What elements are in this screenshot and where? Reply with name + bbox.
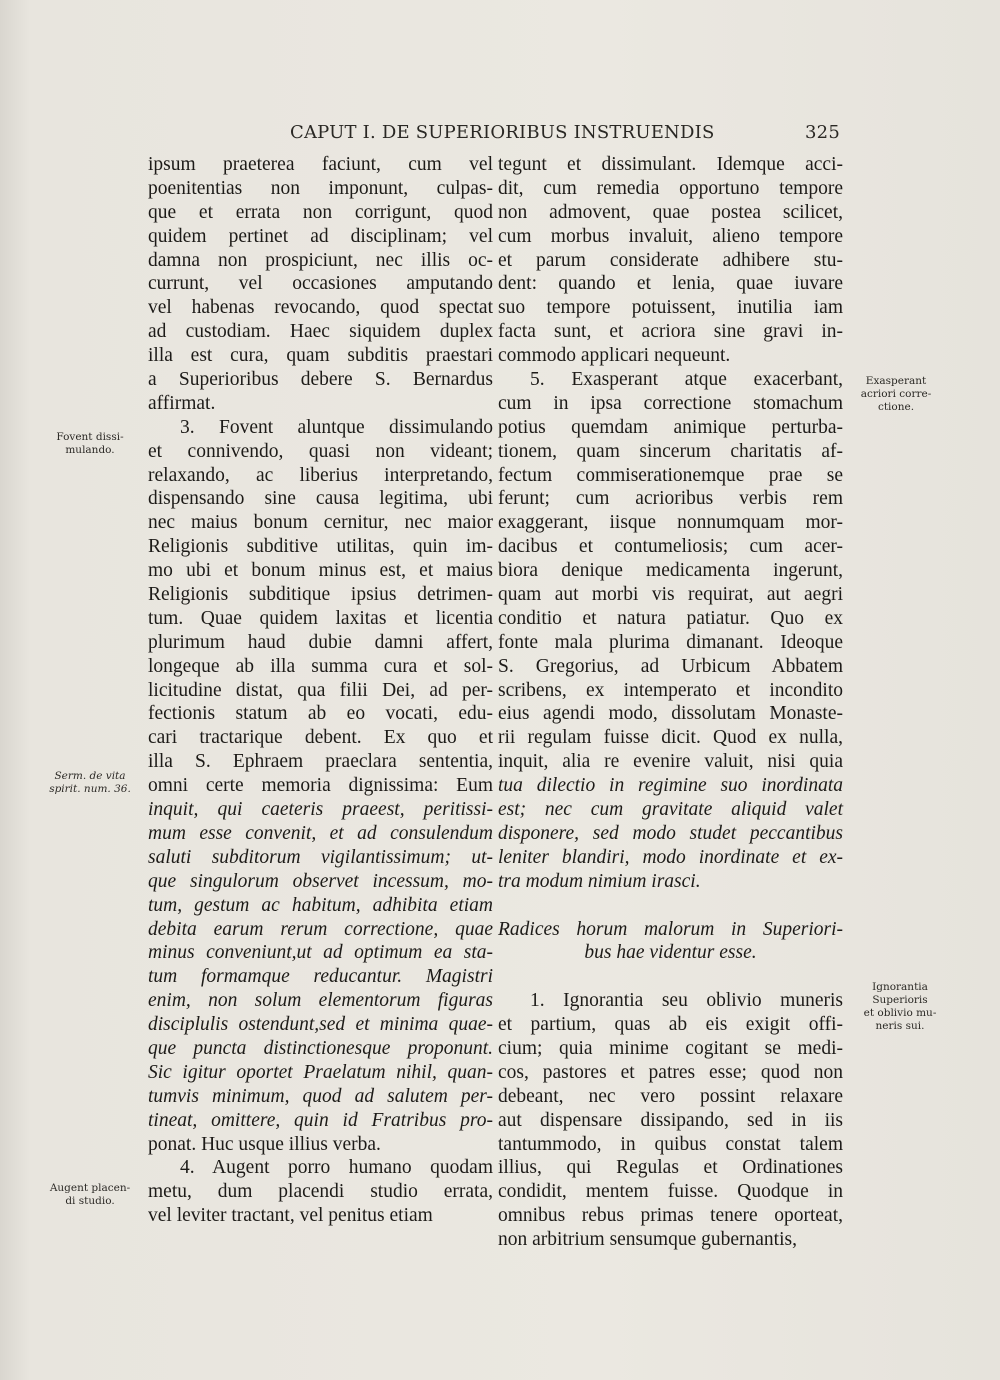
text-line: damna non prospiciunt, nec illis oc- (148, 249, 493, 271)
margin-note-line: Fovent dissi- (56, 431, 124, 443)
text-line: tum formamque reducantur. Magistri (148, 966, 493, 988)
text-line: tum, gestum ac habitum, adhibita etiam (148, 894, 493, 916)
text-line: cari tractarique debent. Ex quo et (148, 727, 493, 749)
text-line (498, 894, 843, 918)
text-line: Religionis subditique ipsius detrimen- (148, 584, 493, 606)
margin-note-line: Augent placen- (49, 1182, 131, 1194)
text-line: illius, qui Regulas et Ordinationes (498, 1157, 843, 1179)
text-line: tineat, omittere, quin id Fratribus pro- (148, 1109, 493, 1131)
text-line: Radices horum malorum in Superiori- (498, 918, 843, 940)
text-line: dispensando sine causa legitima, ubi (148, 488, 493, 510)
text-line: quam aut morbi vis requirat, aut aegri (498, 584, 843, 606)
text-line: biora denique medicamenta ingerunt, (498, 560, 843, 582)
text-line: S. Gregorius, ad Urbicum Abbatem (498, 655, 843, 677)
text-line: nec maius bonum cernitur, nec maior (148, 512, 493, 534)
text-line: dent: quando et lenia, quae iuvare (498, 273, 843, 295)
text-line: inquit, alia re evenire valuit, nisi quia (498, 751, 843, 773)
text-line: mum esse convenit, et ad consulendum (148, 822, 493, 844)
text-line: fectum commiserationemque prae se (498, 464, 843, 486)
text-line: tra modum nimium irasci. (498, 870, 701, 892)
text-line: licitudine distat, qua filii Dei, ad per- (148, 679, 493, 701)
text-line: exaggerant, iisque nonnumquam mor- (498, 512, 843, 534)
text-line: rii regulam fuisse dicit. Quod ex nulla, (498, 727, 843, 749)
text-line: ad custodiam. Haec siquidem duplex (148, 321, 493, 343)
text-line: plurimum haud dubie damni affert, (148, 631, 493, 653)
margin-note-line: Serm. de vita (54, 770, 126, 782)
margin-note-serm (38, 770, 142, 796)
text-line: cum morbus invaluit, alieno tempore (498, 225, 843, 247)
text-line: mo ubi et bonum minus est, et maius (148, 560, 493, 582)
text-line: 1. Ignorantia seu oblivio muneris (530, 990, 843, 1012)
text-line (498, 965, 843, 989)
text-line: condidit, mentem fuisse. Quodque in (498, 1181, 843, 1203)
text-line: et parum considerate adhibere stu- (498, 249, 843, 271)
text-line: et connivendo, quasi non videant; (148, 440, 493, 462)
margin-note-augent (38, 1182, 142, 1208)
text-line: potius quemdam animique perturba- (498, 416, 843, 438)
text-line: conditio et natura patiatur. Quo ex (498, 607, 843, 629)
left-column (148, 153, 493, 1228)
text-line: omni certe memoria dignissima: Eum (148, 775, 493, 797)
page-number: 325 (805, 122, 840, 143)
text-line: tum. Quae quidem laxitas et licentia (148, 607, 493, 629)
text-line: poenitentias non imponunt, culpas- (148, 177, 493, 199)
text-line: dit, cum remedia opportuno tempore (498, 177, 843, 199)
text-line: ferunt; cum acrioribus verbis rem (498, 488, 843, 510)
text-line: vel leviter tractant, vel penitus etiam (148, 1205, 433, 1227)
text-line: inquit, qui caeteris praeest, peritissi- (148, 799, 493, 821)
text-line: 4. Augent porro humano quodam (180, 1157, 493, 1179)
text-line: enim, non solum elementorum figuras (148, 990, 493, 1012)
text-line: que et errata non corrigunt, quod (148, 201, 493, 223)
margin-note-line: et oblivio mu- (863, 1007, 937, 1019)
margin-note-line: di studio. (65, 1195, 115, 1207)
text-line: tionem, quam sincerum charitatis af- (498, 440, 843, 462)
margin-note-line: acriori corre- (860, 388, 932, 400)
text-line: cium; quia minime cogitant se medi- (498, 1037, 843, 1059)
text-line: vel habenas revocando, quod spectat (148, 297, 493, 319)
margin-note-exasperant (848, 375, 944, 414)
margin-note-line: ctione. (877, 401, 915, 413)
text-line: bus hae videntur esse. (584, 942, 757, 964)
text-line: tegunt et dissimulant. Idemque acci- (498, 154, 843, 175)
text-line: tumvis minimum, quod ad salutem per- (148, 1085, 493, 1107)
text-line: saluti subditorum vigilantissimum; ut- (148, 846, 493, 868)
right-column (498, 153, 843, 1252)
margin-note-line: Ignorantia (872, 981, 928, 993)
text-line: longeque ab illa summa cura et sol- (148, 655, 493, 677)
text-line: que puncta distinctionesque proponunt. (148, 1037, 493, 1059)
text-line: dacibus et contumeliosis; cum acer- (498, 536, 843, 558)
text-line: Sic igitur oportet Praelatum nihil, quan- (148, 1061, 493, 1083)
text-line: leniter blandiri, modo inordinate et ex- (498, 846, 843, 868)
text-line: affirmat. (148, 392, 216, 414)
text-line: tua dilectio in regimine suo inordinata (498, 775, 843, 797)
text-line: metu, dum placendi studio errata, (148, 1181, 493, 1203)
text-line: 5. Exasperant atque exacerbant, (530, 369, 843, 391)
text-line: est; nec cum gravitate aliquid valet (498, 799, 843, 821)
text-line: debeant, nec vero possint relaxare (498, 1085, 843, 1107)
text-line: cos, pastores et patres esse; quod non (498, 1061, 843, 1083)
text-line: currunt, vel occasiones amputando (148, 273, 493, 295)
text-line: non admovent, quae postea scilicet, (498, 201, 843, 223)
margin-note-line: Superioris (872, 994, 928, 1006)
text-line: disciplulis ostendunt,sed et minima quae- (148, 1014, 493, 1036)
margin-note-line: Exasperant (865, 375, 927, 387)
text-line: illa est cura, quam subditis praestari (148, 345, 493, 367)
text-line: ponat. Huc usque illius verba. (148, 1133, 381, 1155)
text-line: illa S. Ephraem praeclara sententia, (148, 751, 493, 773)
text-line: omnibus rebus primas tenere oporteat, (498, 1205, 843, 1227)
text-line: facta sunt, et acriora sine gravi in- (498, 321, 843, 343)
margin-note-line: neris sui. (875, 1020, 925, 1032)
text-line: ipsum praeterea faciunt, cum vel (148, 154, 493, 175)
text-line: disponere, sed modo studet peccantibus (498, 822, 843, 844)
text-line: tantummodo, in quibus constat talem (498, 1133, 843, 1155)
text-line: eius agendi modo, dissolutam Monaste- (498, 703, 843, 725)
margin-note-line: mulando. (65, 444, 115, 456)
text-line: a Superioribus debere S. Bernardus (148, 369, 493, 391)
text-line: et partium, quas ab eis exigit offi- (498, 1014, 843, 1036)
text-line: non arbitrium sensumque gubernantis, (498, 1229, 797, 1251)
text-line: quidem pertinet ad disciplinam; vel (148, 225, 493, 247)
text-line: minus conveniunt,ut ad optimum ea sta- (148, 942, 493, 964)
text-line: Religionis subditive utilitas, quin im- (148, 536, 493, 558)
text-line: fonte mala plurima dimanant. Ideoque (498, 631, 843, 653)
margin-note-line: spirit. num. 36. (49, 783, 131, 795)
text-line: aut dispensare dissipando, sed in iis (498, 1109, 843, 1131)
text-line: scribens, ex intemperato et incondito (498, 679, 843, 701)
text-line: cum in ipsa correctione stomachum (498, 392, 843, 414)
text-line: suo tempore potuissent, inutilia iam (498, 297, 843, 319)
text-line: debita earum rerum correctione, quae (148, 918, 493, 940)
margin-note-fovent (40, 431, 140, 457)
text-line: relaxando, ac liberius interpretando, (148, 464, 493, 486)
text-line: que singulorum observet incessum, mo- (148, 870, 493, 892)
text-line: fectionis statum ab eo vocati, edu- (148, 703, 493, 725)
margin-note-ignorantia (850, 981, 950, 1033)
text-line: 3. Fovent aluntque dissimulando (180, 416, 493, 438)
text-line: commodo applicari nequeunt. (498, 345, 731, 367)
running-head-title: CAPUT I. DE SUPERIORIBUS INSTRUENDIS (290, 122, 715, 143)
